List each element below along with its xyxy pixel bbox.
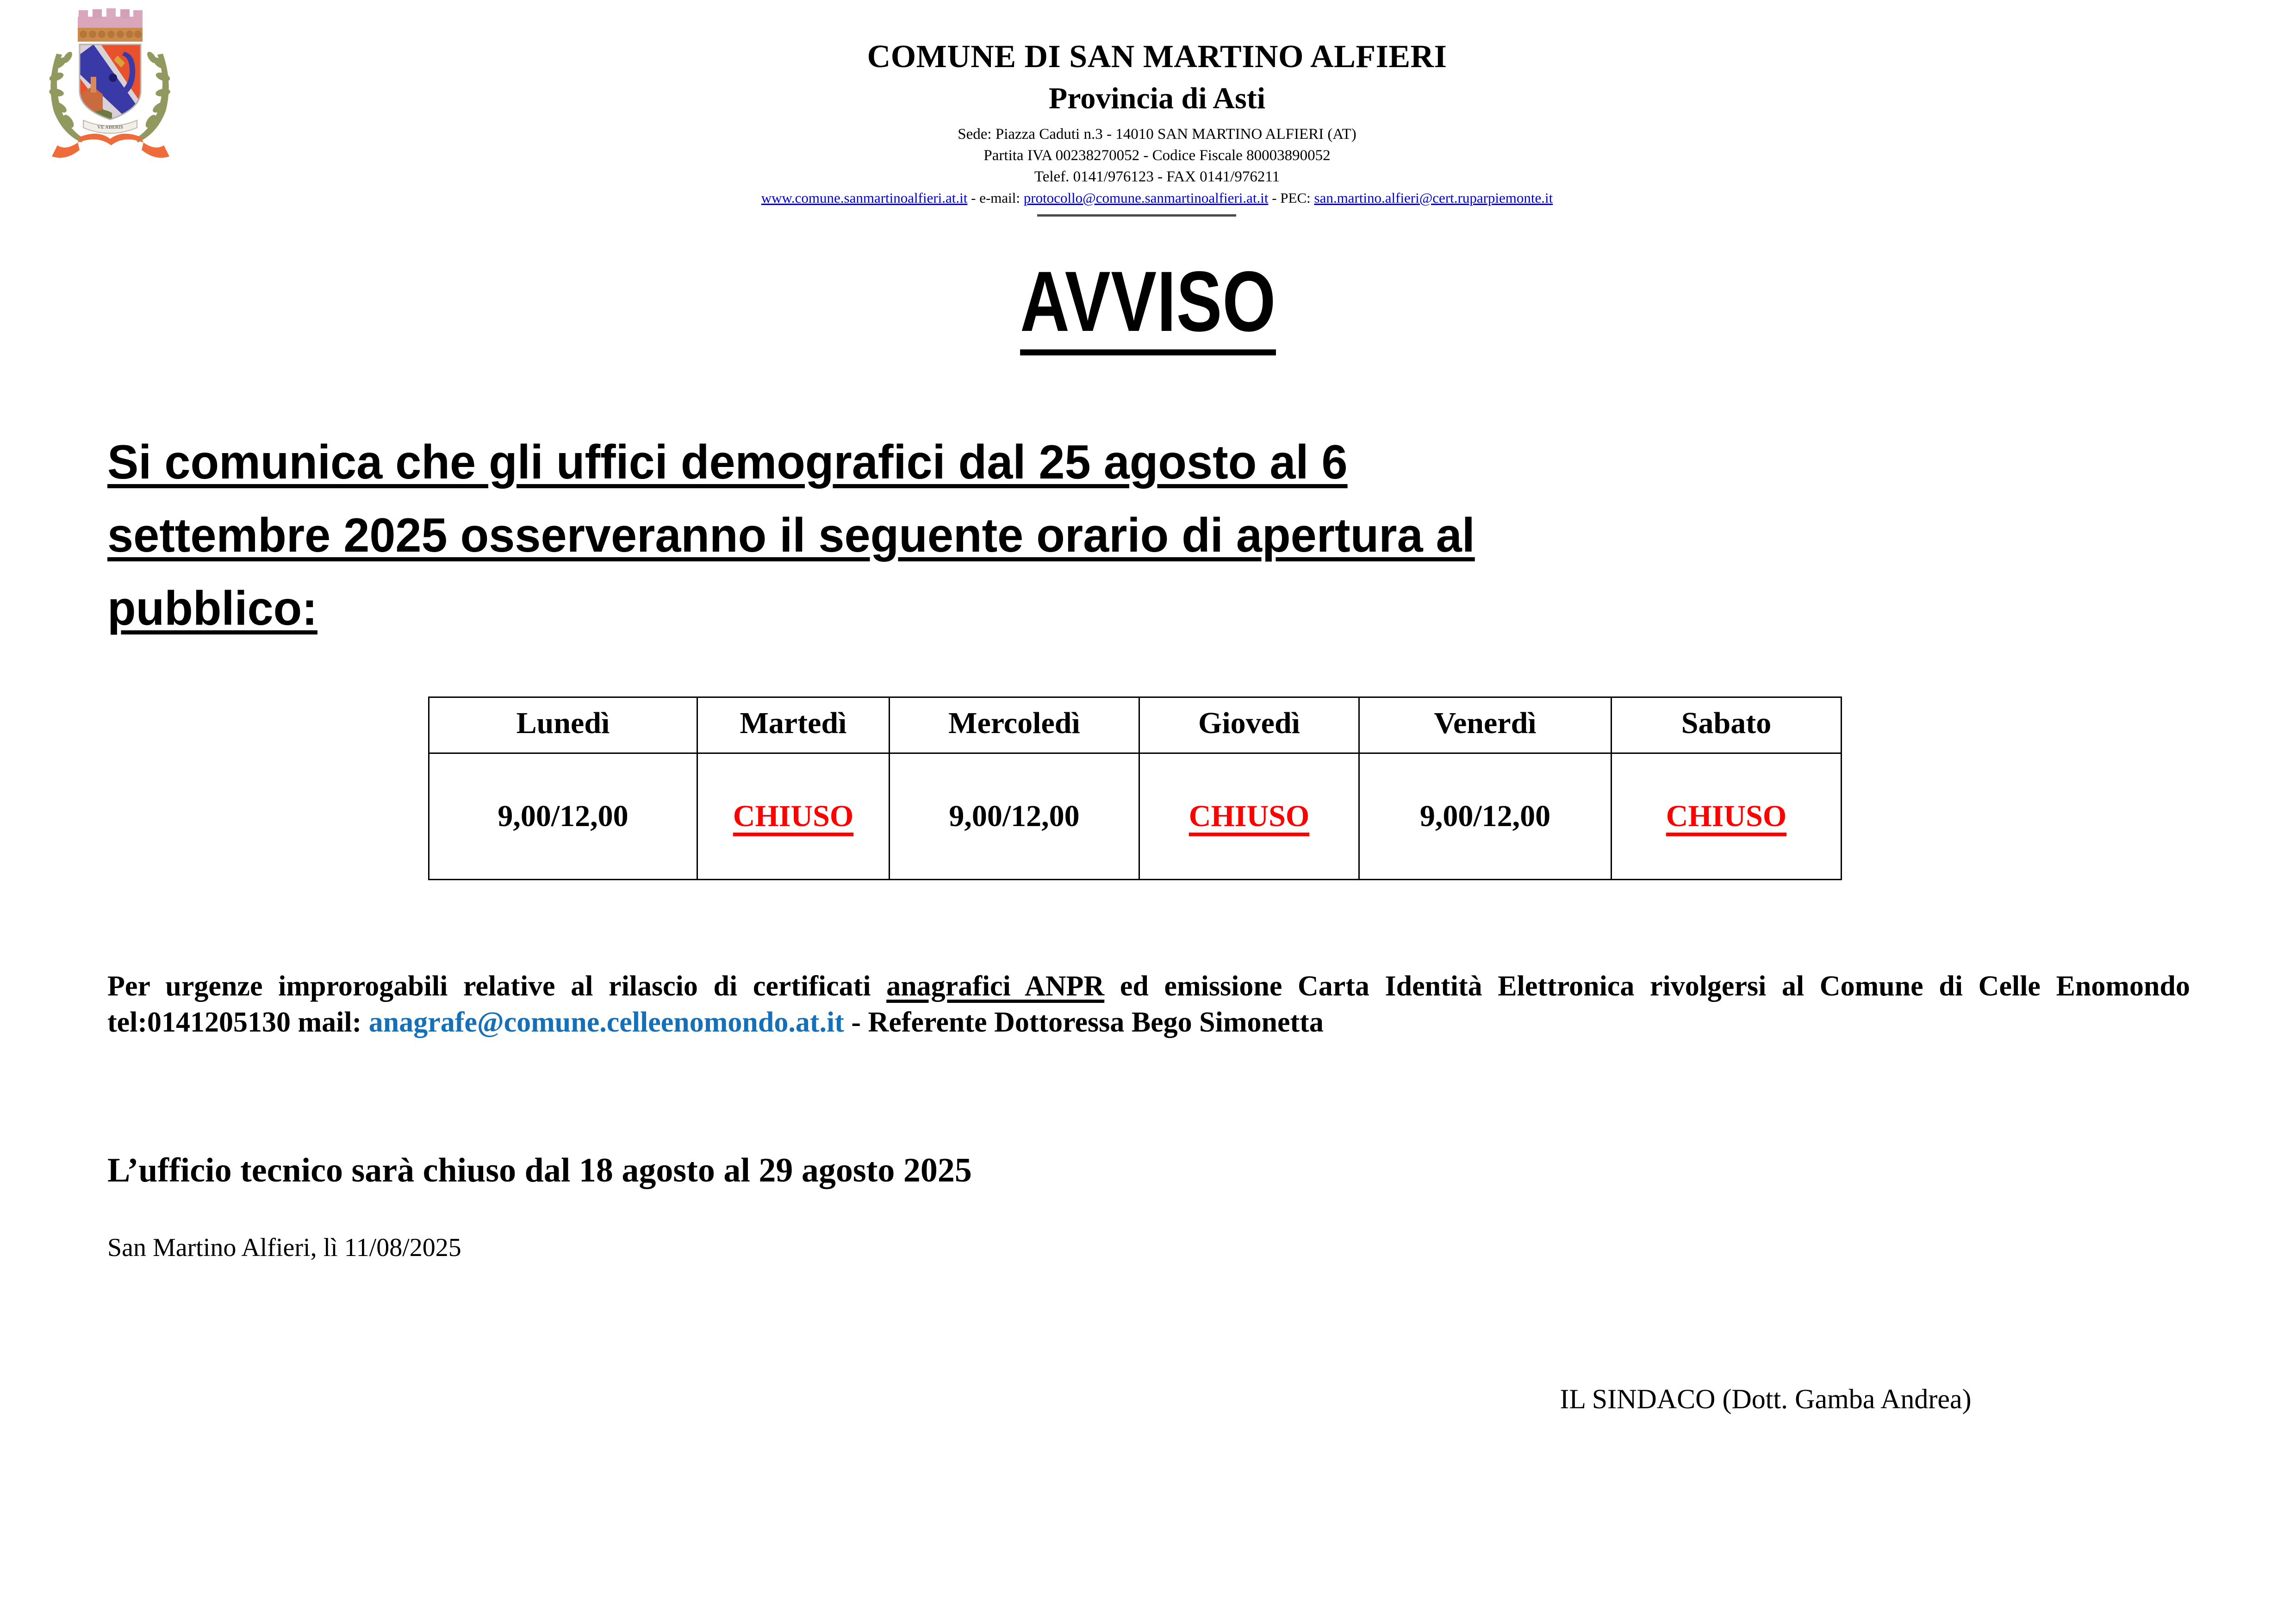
comune-name: COMUNE DI SAN MARTINO ALFIERI: [867, 39, 1447, 75]
letterhead-divider: [1037, 214, 1236, 217]
svg-text:VE ABERIS: VE ABERIS: [97, 124, 123, 130]
hours-wednesday: [890, 753, 1139, 880]
links-separator-1: -: [967, 189, 980, 206]
technical-office-closure-line: L’ufficio tecnico sarà chiuso dal 18 agosto al 29 agosto 2025: [107, 1151, 972, 1189]
hours-value-saturday: CHIUSO: [1666, 799, 1787, 833]
table-row: [429, 753, 1842, 880]
email-link[interactable]: protocollo@comune.sanmartinoalfieri.at.it: [1023, 189, 1269, 206]
column-header-thursday: Giovedì: [1139, 697, 1359, 753]
notice-body-line-1: Si comunica che gli uffici demografici dal 25 agosto al 6: [107, 435, 1348, 489]
hours-value-monday: 9,00/12,00: [498, 799, 628, 833]
urgenze-text-part-1: Per urgenze improrogabili relative al rilascio di certificati: [107, 970, 887, 1002]
urgenze-email-link[interactable]: anagrafe@comune.celleenomondo.at.it: [368, 1007, 844, 1038]
hours-saturday: [1612, 753, 1842, 880]
opening-hours-table: [428, 696, 1842, 880]
hours-friday: [1359, 753, 1612, 880]
place-and-date: San Martino Alfieri, lì 11/08/2025: [107, 1233, 461, 1262]
website-link[interactable]: www.comune.sanmartinoalfieri.at.it: [761, 189, 968, 206]
column-header-saturday: Sabato: [1612, 697, 1842, 753]
fiscal-line: Partita IVA 00238270052 - Codice Fiscale 80003890052: [983, 147, 1331, 164]
urgent-contact-paragraph: [107, 968, 2190, 1040]
hours-thursday: [1139, 753, 1359, 880]
hours-value-friday: 9,00/12,00: [1419, 799, 1551, 833]
phone-line: Telef. 0141/976123 - FAX 0141/976211: [1034, 168, 1280, 185]
email-label: e-mail:: [979, 189, 1024, 206]
column-header-tuesday: Martedì: [697, 697, 890, 753]
column-header-monday: Lunedì: [429, 697, 697, 753]
links-separator-2: -: [1268, 189, 1281, 206]
notice-body-line-2: settembre 2025 osserveranno il seguente orario di apertura al: [107, 509, 1475, 563]
letterhead-text-block: [417, 41, 1898, 206]
sede-line: Sede: Piazza Caduti n.3 - 14010 SAN MARTINO ALFIERI (AT): [958, 126, 1356, 143]
notice-title-wrapper: [0, 254, 2296, 355]
column-header-friday: Venerdì: [1359, 697, 1612, 753]
municipal-coat-of-arms-icon: [33, 4, 186, 161]
urgenze-text-part-3: - Referente Dottoressa Bego Simonetta: [844, 1007, 1324, 1038]
notice-body-line-3: pubblico:: [107, 582, 317, 636]
notice-body: [107, 426, 2190, 645]
pec-link[interactable]: san.martino.alfieri@cert.ruparpiemonte.it: [1314, 189, 1553, 206]
urgenze-anpr-emphasis: anagrafici ANPR: [886, 970, 1105, 1002]
page-title: AVVISO: [1020, 259, 1276, 355]
urgenze-text-part-2: ed emissione Carta Identità Elettronica rivolgersi al Comune di Celle Enomondo tel:0141205130 mail:: [107, 970, 2190, 1038]
mayor-signature: IL SINDACO (Dott. Gamba Andrea): [1560, 1384, 1972, 1414]
letterhead: [0, 0, 2296, 231]
provincia-name: Provincia di Asti: [1048, 81, 1266, 115]
hours-value-thursday: CHIUSO: [1188, 799, 1310, 833]
hours-tuesday: [697, 753, 890, 880]
pec-label: PEC:: [1280, 189, 1314, 206]
hours-value-wednesday: 9,00/12,00: [949, 799, 1080, 833]
table-header-row: [429, 697, 1842, 753]
contact-links-line: [417, 190, 1898, 206]
column-header-wednesday: Mercoledì: [890, 697, 1139, 753]
hours-monday: [429, 753, 697, 880]
hours-value-tuesday: CHIUSO: [733, 799, 854, 833]
